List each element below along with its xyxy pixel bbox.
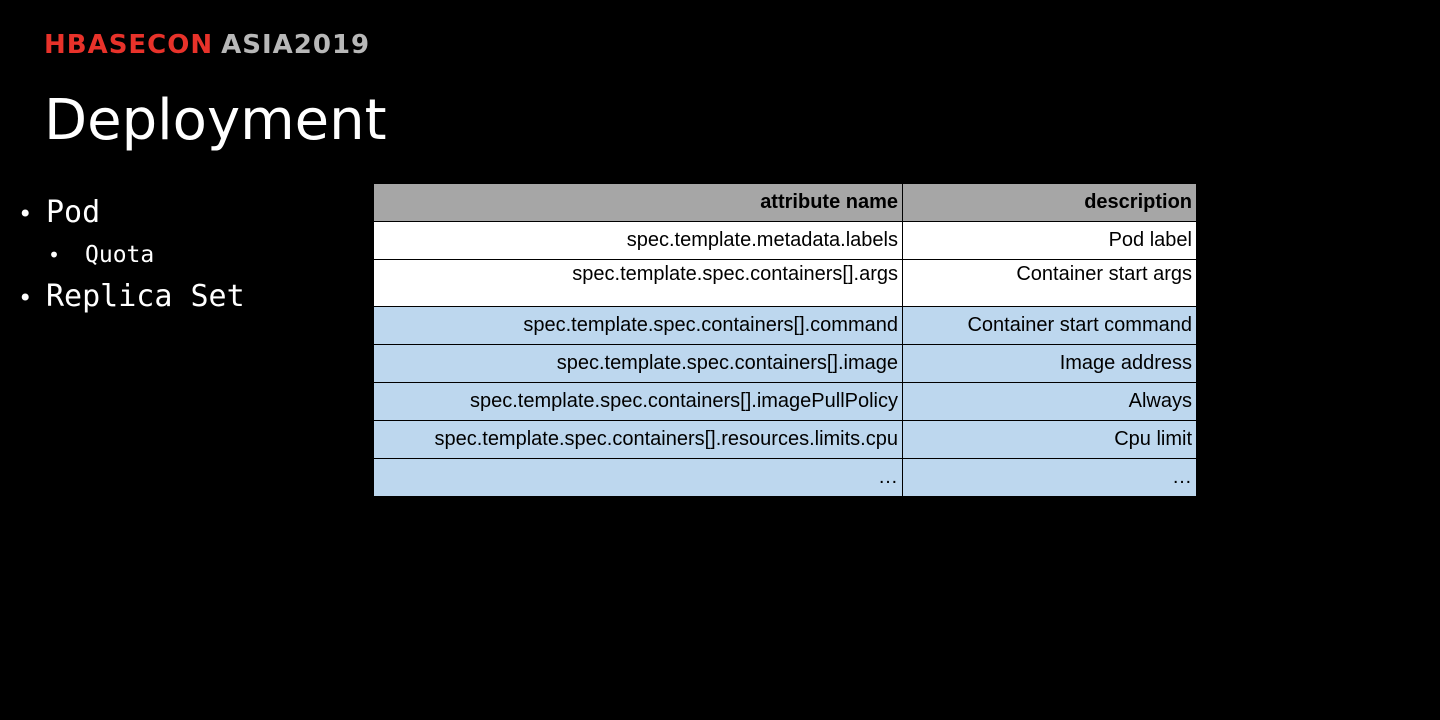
bullet-text: Pod [46, 195, 101, 230]
attribute-cell: … [374, 459, 903, 497]
attribute-cell: spec.template.spec.containers[].imagePullPolicy [374, 383, 903, 421]
table-row [374, 222, 1197, 260]
table-row [374, 260, 1197, 307]
attribute-cell: spec.template.metadata.labels [374, 222, 903, 260]
conference-logo [44, 30, 370, 60]
description-cell: Always [903, 383, 1197, 421]
bullet-list [18, 192, 245, 318]
attribute-cell: spec.template.spec.containers[].image [374, 345, 903, 383]
attribute-cell: spec.template.spec.containers[].command [374, 307, 903, 345]
table-row [374, 383, 1197, 421]
description-cell: Container start args [903, 260, 1197, 307]
table-row [374, 421, 1197, 459]
logo-hbasecon: HBASECON [44, 30, 214, 60]
bullet-text: Replica Set [46, 279, 245, 314]
column-header-description: description [903, 184, 1197, 222]
table-row [374, 307, 1197, 345]
table-row [374, 459, 1197, 497]
logo-asia2019: ASIA2019 [221, 30, 371, 60]
bullet-item-quota [18, 234, 245, 276]
bullet-item-replica-set [18, 276, 245, 318]
attribute-cell: spec.template.spec.containers[].resources.limits.cpu [374, 421, 903, 459]
bullet-item-pod [18, 192, 245, 234]
table-header-row [374, 184, 1197, 222]
attribute-cell: spec.template.spec.containers[].args [374, 260, 903, 307]
bullet-dot-icon: • [48, 243, 61, 267]
description-cell: Cpu limit [903, 421, 1197, 459]
bullet-dot-icon: • [18, 284, 33, 312]
description-cell: Image address [903, 345, 1197, 383]
bullet-text: Quota [85, 242, 155, 268]
column-header-attribute: attribute name [374, 184, 903, 222]
table-row [374, 345, 1197, 383]
description-cell: Pod label [903, 222, 1197, 260]
description-cell: … [903, 459, 1197, 497]
bullet-dot-icon: • [18, 200, 33, 228]
description-cell: Container start command [903, 307, 1197, 345]
attribute-table [373, 183, 1197, 497]
slide-title: Deployment [44, 88, 387, 153]
